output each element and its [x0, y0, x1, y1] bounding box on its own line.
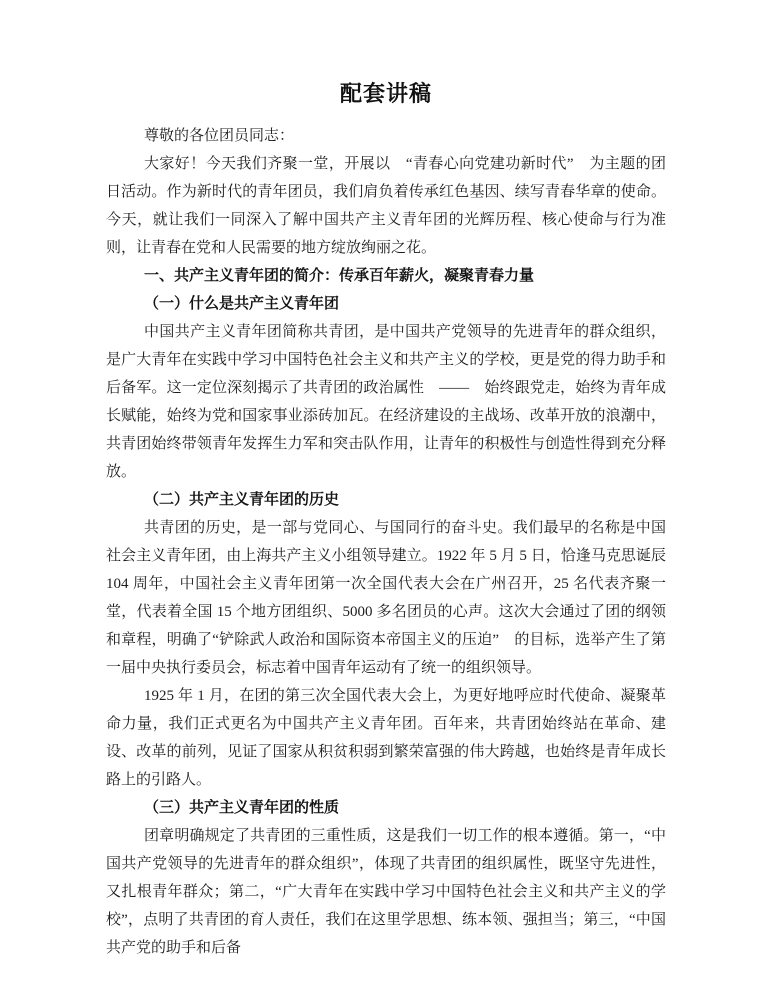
document-title: 配套讲稿 [339, 81, 432, 106]
subsection-heading-1: （一）什么是共产主义青年团 [144, 296, 340, 312]
subsection-heading-3: （三）共产主义青年团的性质 [144, 800, 340, 816]
section-heading-1: 一、共产主义青年团的简介：传承百年薪火，凝聚青春力量 [144, 268, 535, 284]
paragraph-intro: 大家好！今天我们齐聚一堂，开展以 “青春心向党建功新时代” 为主题的团日活动。作为新时代的青年团员，我们肩负着传承红色基因、续写青春华章的使命。今天，就让我们一同深入了解中国共产主义青年团的光辉历程、核心使命与行为准则，让青春在党和人民需要的地方绽放绚丽之花。 [106, 156, 666, 256]
paragraph-history-1: 共青团的历史，是一部与党同心、与国同行的奋斗史。我们最早的名称是中国社会主义青年团，由上海共产主义小组领导建立。1922 年 5 月 5 日，恰逢马克思诞辰 104 周年，中国社会主义青年团第一次全国代表大会在广州召开，25 名代表齐聚一堂，代表着全国 15 个地方团组织、5000 多名团员的心声。这次大会通过了团的纲领和章程，明确了“铲除武人政治和国际资本帝国主义的压迫” 的目标，选举产生了第一届中央执行委员会，标志着中国青年运动有了统一的组织领导。 [106, 520, 666, 676]
salutation: 尊敬的各位团员同志： [144, 128, 295, 144]
subsection-heading-2: （二）共产主义青年团的历史 [144, 492, 340, 508]
paragraph-history-2: 1925 年 1 月，在团的第三次全国代表大会上，为更好地呼应时代使命、凝聚革命力量，我们正式更名为中国共产主义青年团。百年来，共青团始终站在革命、建设、改革的前列，见证了国家从积贫积弱到繁荣富强的伟大跨越，也始终是青年成长路上的引路人。 [106, 688, 666, 788]
paragraph-what-is-league: 中国共产主义青年团简称共青团，是中国共产党领导的先进青年的群众组织，是广大青年在实践中学习中国特色社会主义和共产主义的学校，更是党的得力助手和后备军。这一定位深刻揭示了共青团的政治属性 —— 始终跟党走，始终为青年成长赋能，始终为党和国家事业添砖加瓦。在经济建设的主战场、改革开放的浪潮中，共青团始终带领青年发挥生力军和突击队作用，让青年的积极性与创造性得到充分释放。 [106, 324, 666, 480]
paragraph-nature: 团章明确规定了共青团的三重性质，这是我们一切工作的根本遵循。第一，“中国共产党领导的先进青年的群众组织”，体现了共青团的组织属性，既坚守先进性，又扎根青年群众；第二，“广大青年在实践中学习中国特色社会主义和共产主义的学校”，点明了共青团的育人责任，我们在这里学思想、练本领、强担当；第三，“中国共产党的助手和后备 [106, 828, 666, 956]
